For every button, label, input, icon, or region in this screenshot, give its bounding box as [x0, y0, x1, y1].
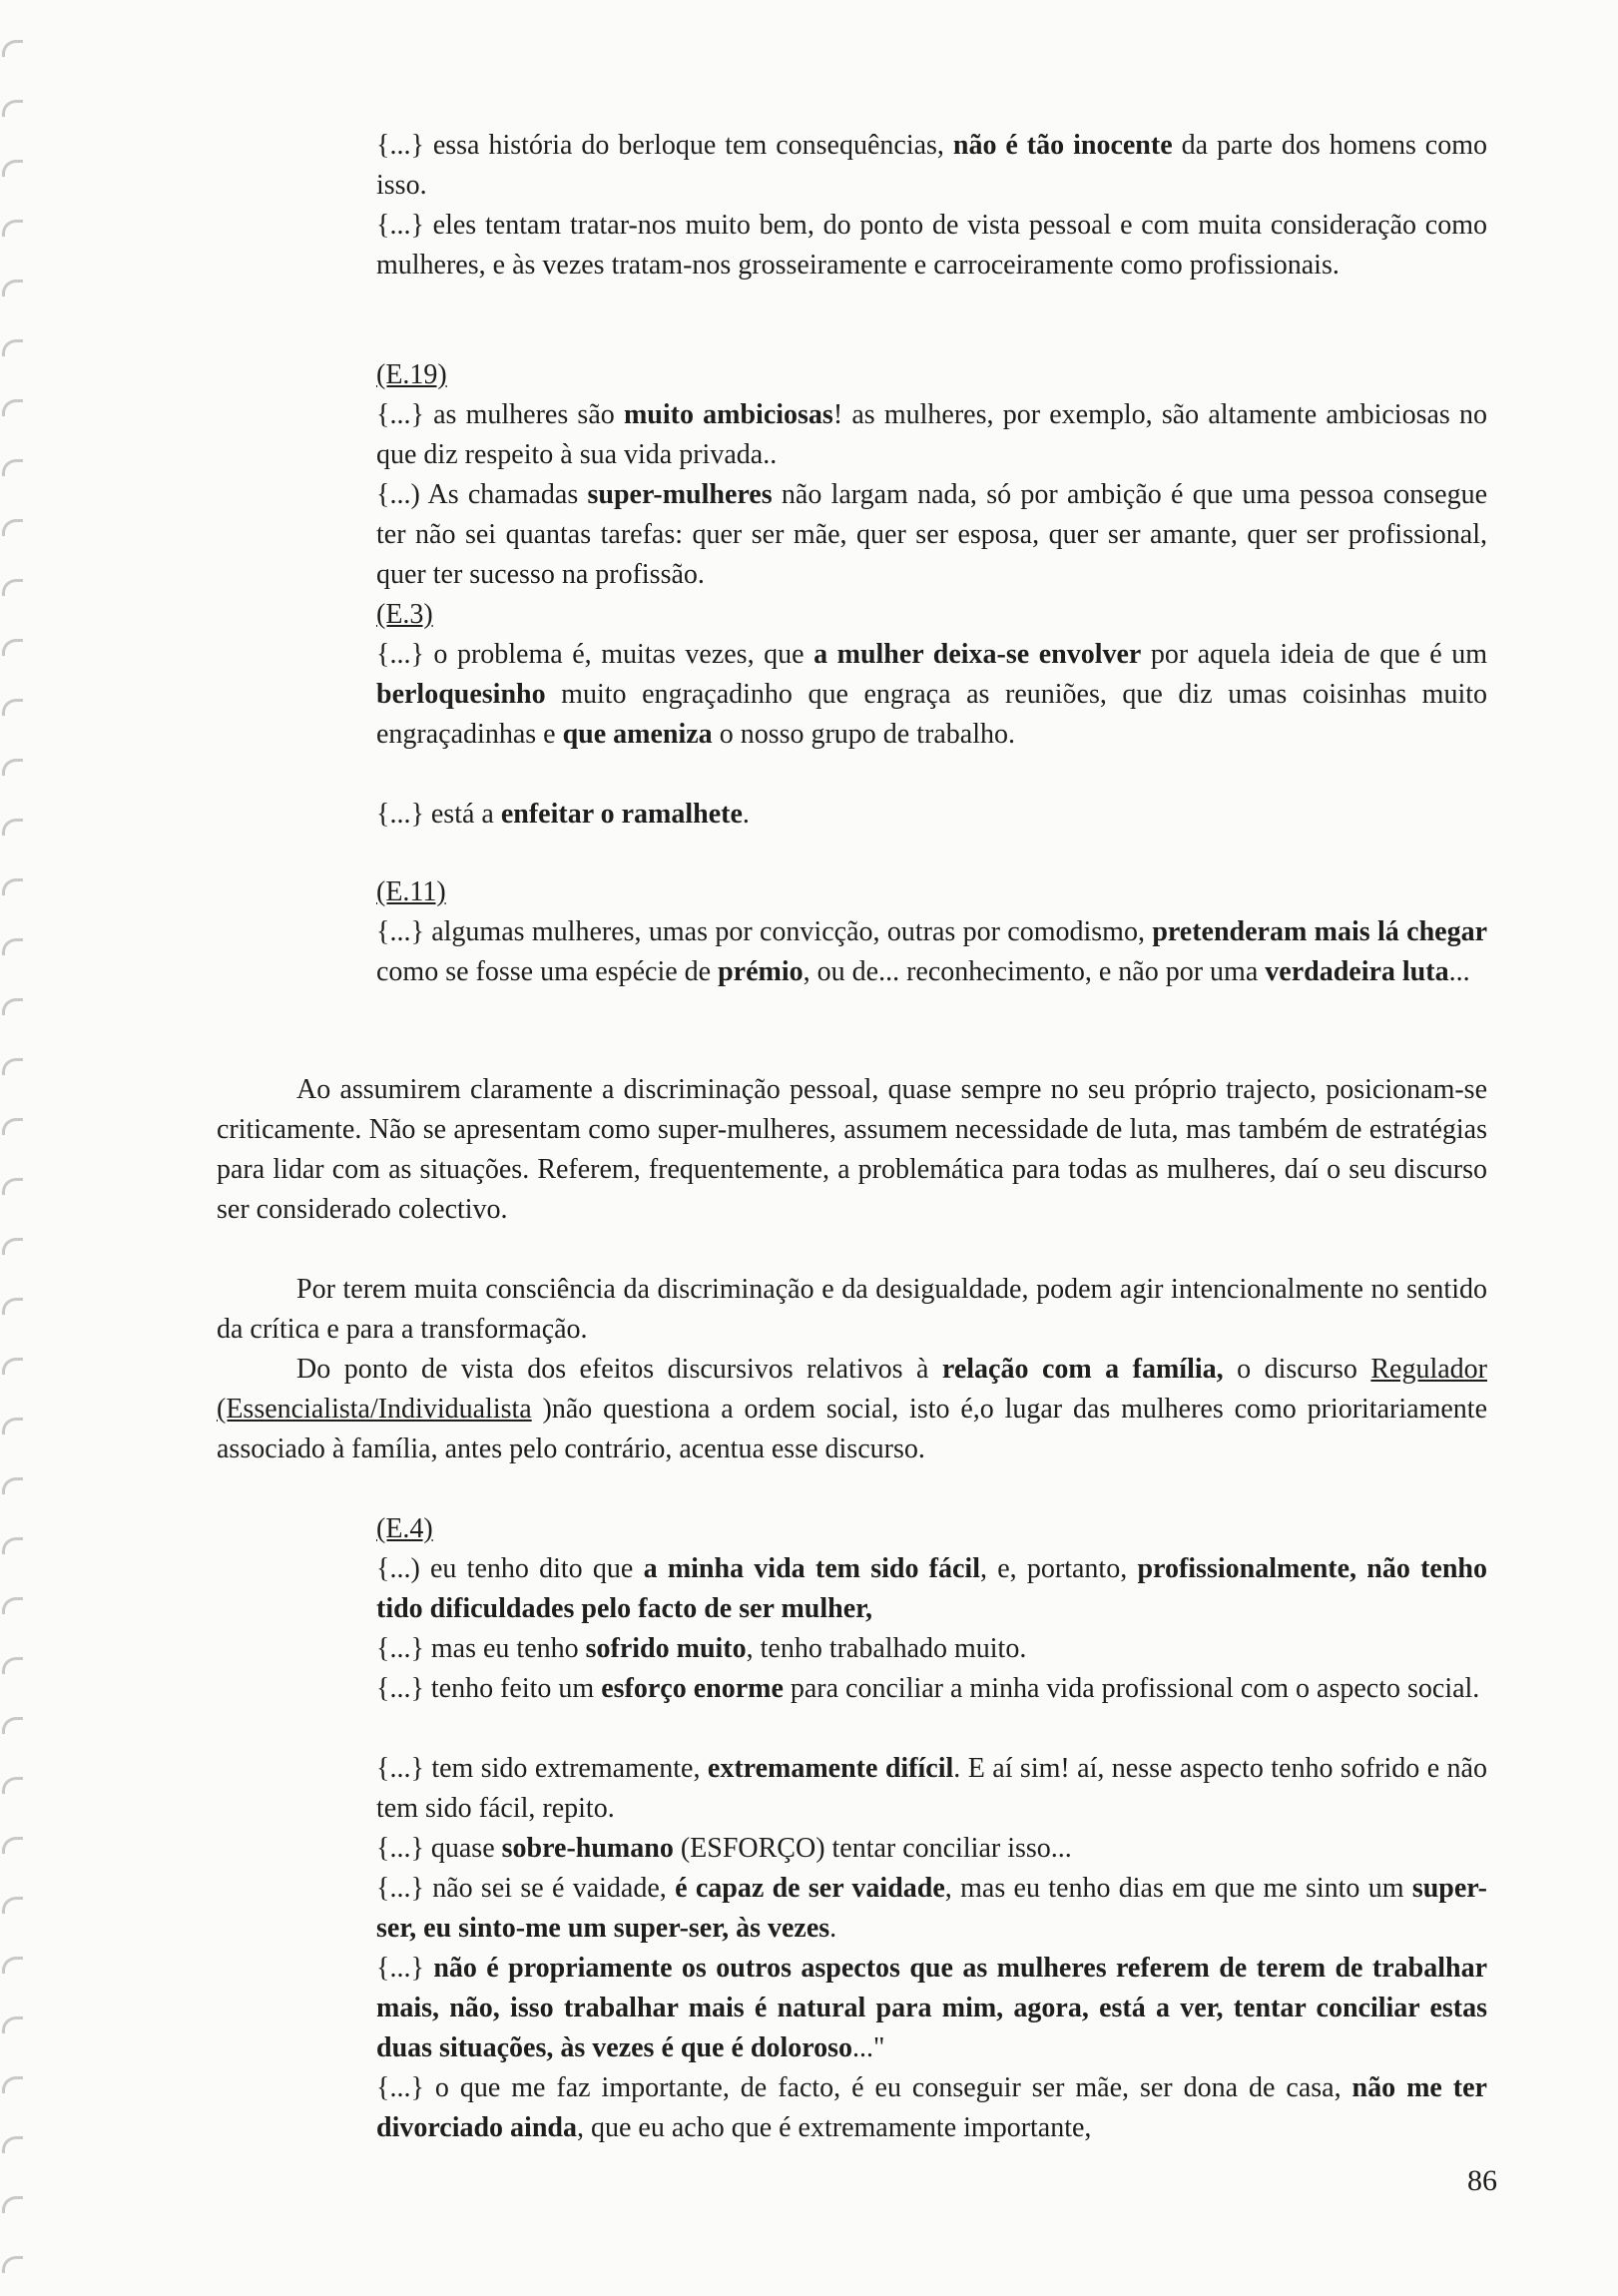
underlined-text: Regulador (Essencialista/Individualista — [217, 1354, 1488, 1425]
quote-dona-de-casa — [376, 2068, 1487, 2148]
text-run: {...} o que me faz importante, de facto, é eu conseguir ser mãe, ser dona de casa, — [376, 2072, 1352, 2103]
text-run: {...} está a — [376, 799, 501, 830]
quote-sofrido-muito — [376, 1629, 1487, 1669]
quote-berloquesinho — [376, 635, 1487, 755]
text-run: {...} — [376, 1953, 434, 1984]
emphasis-text: berloquesinho — [376, 679, 546, 710]
text-run: ... — [1448, 956, 1470, 987]
text-run: muito engraçadinho que engraça as reuniões, que diz umas coisinhas muito engraçadinhas e — [376, 679, 1487, 750]
emphasis-text: não é tão inocente — [952, 130, 1173, 161]
text-run: {...} algumas mulheres, umas por convicção, outras por comodismo, — [376, 916, 1153, 947]
emphasis-text: sobre-humano — [501, 1833, 674, 1864]
emphasis-text: verdadeira luta — [1265, 956, 1449, 987]
emphasis-text: relação com a família, — [941, 1354, 1224, 1385]
quote-esforco-enorme — [376, 1669, 1487, 1709]
emphasis-text: a mulher deixa-se envolver — [813, 639, 1142, 670]
text-run: (E.19) — [376, 359, 447, 390]
text-run: (E.11) — [376, 876, 446, 907]
text-run: (E.3) — [376, 599, 433, 630]
emphasis-text: super-ser, eu sinto-me um super-ser, às vezes — [376, 1873, 1488, 1944]
paragraph-relacao-familia — [217, 1350, 1487, 1469]
emphasis-text: que ameniza — [562, 719, 713, 750]
text-run: , ou de... reconhecimento, e não por uma — [803, 956, 1266, 987]
text-run: Ao assumirem claramente a discriminação pessoal, quase sempre no seu próprio trajecto, posicionam-se criticamente. Não se apresentam como super-mulheres, assumem necessidade de luta, mas também de estratégias para lidar com as situações. Referem, frequentemente, a problemática para todas as mulheres, daí o seu discurso ser considerado colectivo. — [217, 1074, 1487, 1225]
text-run: (ESFORÇO) tentar conciliar isso... — [673, 1833, 1072, 1864]
text-run: não largam nada, só por ambição é que uma pessoa consegue ter não sei quantas tarefas: quer ser mãe, quer ser esposa, quer ser amante, quer ser profissional, quer ter sucesso na profissão. — [376, 479, 1487, 590]
quote-super-mulheres — [376, 475, 1487, 595]
interview-ref-e3 — [376, 595, 433, 635]
text-run: {...} não sei se é vaidade, — [376, 1873, 676, 1904]
quote-mulheres-ambiciosas — [376, 395, 1487, 475]
text-run: por aquela ideia de que é um — [1141, 639, 1487, 670]
quote-berloque-consequencias — [376, 126, 1487, 206]
quote-super-ser — [376, 1869, 1487, 1949]
quote-verdadeira-luta — [376, 912, 1487, 992]
text-run: {...} mas eu tenho — [376, 1633, 586, 1664]
text-run: . — [829, 1913, 837, 1944]
text-run: {...} as mulheres são — [376, 399, 624, 430]
interview-ref-e11 — [376, 872, 446, 912]
text-run: {...} tem sido extremamente, — [376, 1753, 708, 1784]
text-run: {...} o problema é, muitas vezes, que — [376, 639, 814, 670]
text-run: {...} quase — [376, 1833, 502, 1864]
text-run: como se fosse uma espécie de — [376, 956, 719, 987]
quote-enfeitar-ramalhete — [376, 795, 1487, 835]
text-run: {...} eles tentam tratar-nos muito bem, do ponto de vista pessoal e com muita consideração como mulheres, e às vezes tratam-nos grosseiramente e carroceiramente como profissionais. — [376, 210, 1487, 281]
page-number: 86 — [1467, 2164, 1497, 2197]
emphasis-text: prémio — [718, 956, 804, 987]
text-run: ! as mulheres, por exemplo, são altamente ambiciosas no que diz respeito à sua vida privada.. — [376, 399, 1487, 470]
text-run: . — [742, 799, 750, 830]
text-run: (E.4) — [376, 1513, 433, 1544]
text-run: , e, portanto, — [980, 1553, 1138, 1584]
emphasis-text: pretenderam mais lá chegar — [1152, 916, 1487, 947]
text-run: da parte dos homens como isso. — [376, 130, 1488, 201]
text-run: {...} essa história do berloque tem consequências, — [376, 130, 953, 161]
interview-ref-e19 — [376, 355, 447, 395]
emphasis-text: é capaz de ser vaidade — [675, 1873, 945, 1904]
quote-extremamente-dificil — [376, 1749, 1487, 1829]
emphasis-text: não me ter divorciado ainda — [376, 2072, 1487, 2143]
emphasis-text: super-mulheres — [587, 479, 773, 510]
emphasis-text: extremamente difícil — [707, 1753, 954, 1784]
text-run: )não questiona a ordem social, isto é,o lugar das mulheres como prioritariamente associado à família, antes pelo contrário, acentua esse discurso. — [217, 1394, 1487, 1464]
text-run: Por terem muita consciência da discriminação e da desigualdade, podem agir intencionalmente no sentido da crítica e para a transformação. — [217, 1274, 1487, 1345]
text-run: {...} tenho feito um — [376, 1673, 602, 1704]
text-run: , que eu acho que é extremamente importante, — [576, 2112, 1092, 2143]
emphasis-text: sofrido muito — [585, 1633, 747, 1664]
text-run: {...) eu tenho dito que — [376, 1553, 644, 1584]
interview-ref-e4 — [376, 1509, 433, 1549]
text-run: . E aí sim! aí, nesse aspecto tenho sofrido e não tem sido fácil, repito. — [376, 1753, 1487, 1824]
text-run: o nosso grupo de trabalho. — [712, 719, 1015, 750]
quote-sobre-humano — [376, 1829, 1487, 1869]
text-run: , tenho trabalhado muito. — [746, 1633, 1027, 1664]
text-run: , mas eu tenho dias em que me sinto um — [944, 1873, 1412, 1904]
text-run: Do ponto de vista dos efeitos discursivos relativos à — [296, 1354, 942, 1385]
text-run: ..." — [852, 2032, 885, 2063]
text-run: {...) As chamadas — [376, 479, 588, 510]
quote-trabalhar-mais — [376, 1949, 1487, 2068]
emphasis-text: muito ambiciosas — [623, 399, 833, 430]
quote-tratam-grosseiramente — [376, 206, 1487, 286]
emphasis-text: a minha vida tem sido fácil — [643, 1553, 980, 1584]
emphasis-text: profissionalmente, não tenho tido dificuldades pelo facto de ser mulher, — [376, 1553, 1487, 1624]
spiral-binding — [0, 0, 40, 2296]
paragraph-discriminacao-pessoal — [217, 1070, 1487, 1230]
quote-vida-facil — [376, 1549, 1487, 1629]
text-run: para conciliar a minha vida profissional com o aspecto social. — [783, 1673, 1480, 1704]
text-run: o discurso — [1223, 1354, 1371, 1385]
emphasis-text: enfeitar o ramalhete — [500, 799, 743, 830]
paragraph-consciencia-discriminacao — [217, 1270, 1487, 1350]
emphasis-text: esforço enorme — [601, 1673, 784, 1704]
emphasis-text: não é propriamente os outros aspectos que as mulheres referem de terem de trabalhar mais, não, isso trabalhar mais é natural para mim, agora, está a ver, tentar conciliar estas duas situações, às vezes é que é doloroso — [376, 1953, 1487, 2063]
